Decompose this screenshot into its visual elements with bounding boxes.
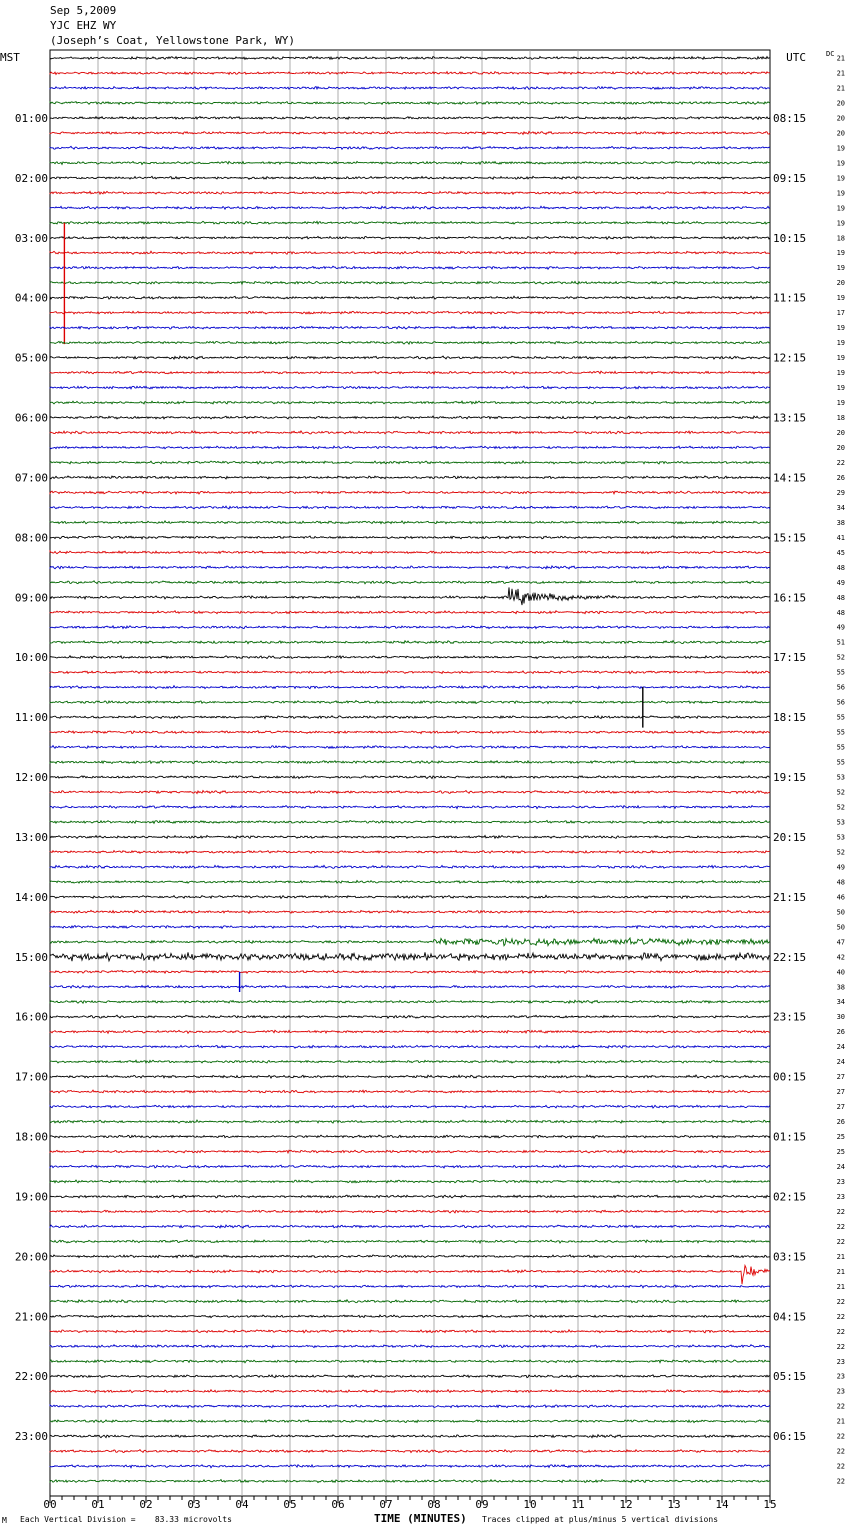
trace-68: [50, 1075, 770, 1078]
dc-value: 26: [836, 473, 845, 482]
x-tick-label: 05: [283, 1498, 297, 1511]
mst-hour-label: 22:00: [14, 1370, 48, 1384]
dc-value: 49: [836, 578, 845, 587]
trace-81: [50, 1265, 770, 1284]
dc-value: 24: [836, 1058, 845, 1067]
utc-hour-label: 18:15: [773, 711, 807, 725]
dc-value: 22: [836, 1342, 845, 1351]
trace-27: [50, 461, 770, 464]
dc-value: 19: [836, 384, 845, 393]
dc-value: 20: [836, 129, 845, 138]
utc-hour-label: 15:15: [773, 531, 807, 545]
utc-hour-label: 21:15: [773, 890, 807, 904]
trace-77: [50, 1210, 770, 1213]
trace-36: [50, 587, 770, 605]
trace-95: [50, 1480, 770, 1483]
dc-value: 20: [836, 429, 845, 437]
trace-4: [50, 117, 770, 120]
x-tick-label: 10: [523, 1498, 537, 1511]
dc-value: 19: [836, 324, 845, 333]
trace-38: [50, 626, 770, 629]
dc-value: 21: [836, 69, 845, 78]
trace-64: [50, 1015, 770, 1018]
trace-40: [50, 656, 770, 659]
dc-value: 56: [836, 698, 845, 707]
dc-value: 20: [836, 114, 845, 123]
dc-value: 50: [836, 923, 845, 932]
x-tick-label: 08: [427, 1498, 441, 1511]
trace-70: [50, 1105, 770, 1108]
trace-37: [50, 611, 770, 614]
trace-65: [50, 1030, 770, 1033]
trace-41: [50, 671, 770, 674]
mst-hour-label: 15:00: [14, 950, 48, 964]
dc-value: 55: [836, 758, 845, 767]
trace-87: [50, 1360, 770, 1363]
mst-hour-label: 14:00: [14, 890, 48, 904]
trace-20: [50, 356, 770, 359]
x-tick-label: 04: [235, 1498, 249, 1511]
dc-value: 27: [836, 1088, 845, 1097]
trace-15: [50, 281, 770, 284]
dc-value: 41: [836, 533, 845, 542]
trace-29: [50, 491, 770, 494]
dc-value: 24: [836, 1163, 845, 1172]
dc-value: 55: [836, 668, 845, 677]
trace-49: [50, 791, 770, 794]
dc-value: 18: [836, 414, 845, 423]
trace-12: [50, 236, 770, 239]
dc-value: 22: [836, 1447, 845, 1456]
dc-value: 55: [836, 713, 845, 722]
station-location: (Joseph’s Coat, Yellowstone Park, WY): [50, 34, 296, 47]
trace-93: [50, 1450, 770, 1453]
mst-hour-label: 01:00: [14, 111, 48, 125]
trace-8: [50, 176, 770, 179]
utc-hour-label: 11:15: [773, 291, 807, 305]
trace-24: [50, 416, 770, 419]
trace-33: [50, 551, 770, 554]
x-axis-title: TIME (MINUTES): [374, 1512, 467, 1525]
dc-value: 55: [836, 728, 845, 737]
dc-value: 40: [836, 968, 845, 977]
trace-52: [50, 835, 770, 838]
mst-hour-label: 09:00: [14, 591, 48, 605]
dc-value: 26: [836, 1028, 845, 1037]
trace-50: [50, 806, 770, 809]
x-tick-label: 01: [91, 1498, 105, 1511]
dc-value: 20: [836, 99, 845, 108]
dc-value: 22: [836, 1462, 845, 1471]
trace-9: [50, 191, 770, 194]
dc-value: 19: [836, 399, 845, 408]
dc-value: 30: [836, 1013, 845, 1022]
trace-62: [50, 985, 770, 988]
utc-hour-label: 03:15: [773, 1250, 807, 1264]
trace-58: [50, 926, 770, 929]
dc-value: 21: [836, 1417, 845, 1426]
trace-11: [50, 221, 770, 224]
utc-hour-label: 04:15: [773, 1310, 807, 1324]
dc-value: 53: [836, 818, 845, 827]
dc-value: 51: [836, 638, 845, 647]
x-tick-label: 11: [571, 1498, 585, 1511]
trace-35: [50, 581, 770, 584]
dc-value: 27: [836, 1103, 845, 1112]
trace-10: [50, 206, 770, 209]
trace-25: [50, 431, 770, 434]
dc-value: 20: [836, 443, 845, 452]
mst-hour-label: 10:00: [14, 651, 48, 665]
dc-value: 19: [836, 339, 845, 348]
dc-value: 22: [836, 1237, 845, 1246]
dc-value: 49: [836, 863, 845, 872]
dc-value: 52: [836, 848, 845, 857]
dc-value: 27: [836, 1073, 845, 1082]
dc-value: 19: [836, 219, 845, 228]
trace-16: [50, 296, 770, 299]
trace-92: [50, 1435, 770, 1438]
trace-54: [50, 865, 770, 868]
trace-94: [50, 1465, 770, 1468]
utc-hour-label: 16:15: [773, 591, 807, 605]
dc-value: 19: [836, 264, 845, 273]
dc-value: 19: [836, 204, 845, 213]
dc-value: 23: [836, 1387, 845, 1396]
trace-51: [50, 820, 770, 823]
dc-value: 49: [836, 623, 845, 632]
dc-value: 45: [836, 548, 845, 557]
dc-value: 22: [836, 458, 845, 467]
trace-60: [50, 952, 770, 961]
mst-hour-label: 23:00: [14, 1430, 48, 1444]
dc-value: 21: [836, 1252, 845, 1261]
trace-21: [50, 371, 770, 374]
trace-3: [50, 102, 770, 105]
trace-56: [50, 895, 770, 898]
dc-value: 34: [836, 998, 845, 1007]
dc-value: 38: [836, 518, 845, 527]
dc-value: 23: [836, 1178, 845, 1186]
mst-hour-label: 17:00: [14, 1070, 48, 1084]
mst-hour-label: 11:00: [14, 711, 48, 725]
trace-84: [50, 1315, 770, 1318]
mst-hour-label: 04:00: [14, 291, 48, 305]
dc-value: 21: [836, 84, 845, 93]
dc-value: 53: [836, 833, 845, 842]
dc-label: DC: [826, 50, 835, 58]
trace-14: [50, 266, 770, 269]
trace-63: [50, 1000, 770, 1003]
mst-hour-label: 12:00: [14, 771, 48, 785]
trace-45: [50, 731, 770, 734]
dc-value: 22: [836, 1477, 845, 1486]
mst-hour-label: 02:00: [14, 171, 48, 185]
trace-19: [50, 341, 770, 344]
trace-47: [50, 761, 770, 764]
dc-value: 22: [836, 1327, 845, 1336]
trace-43: [50, 701, 770, 704]
utc-label: UTC: [786, 51, 806, 64]
trace-0: [50, 56, 770, 59]
dc-value: 22: [836, 1402, 845, 1411]
trace-88: [50, 1375, 770, 1378]
trace-67: [50, 1060, 770, 1063]
trace-71: [50, 1120, 770, 1123]
dc-value: 25: [836, 1148, 845, 1157]
dc-value: 21: [836, 1267, 845, 1276]
dc-value: 52: [836, 788, 845, 797]
mst-hour-label: 08:00: [14, 531, 48, 545]
trace-31: [50, 521, 770, 524]
dc-value: 48: [836, 593, 845, 602]
trace-85: [50, 1330, 770, 1333]
trace-48: [50, 776, 770, 779]
mst-hour-label: 16:00: [14, 1010, 48, 1024]
trace-17: [50, 311, 770, 314]
dc-value: 19: [836, 354, 845, 363]
dc-value: 48: [836, 878, 845, 887]
mst-hour-label: 06:00: [14, 411, 48, 425]
dc-value: 26: [836, 1118, 845, 1127]
utc-hour-label: 05:15: [773, 1370, 807, 1384]
dc-value: 56: [836, 683, 845, 692]
x-tick-label: 02: [139, 1498, 153, 1511]
x-tick-label: 03: [187, 1498, 201, 1511]
trace-83: [50, 1300, 770, 1303]
dc-value: 17: [836, 309, 845, 318]
utc-hour-label: 01:15: [773, 1130, 807, 1144]
trace-34: [50, 566, 770, 569]
trace-39: [50, 641, 770, 644]
utc-hour-label: 23:15: [773, 1010, 807, 1024]
dc-value: 22: [836, 1312, 845, 1321]
x-tick-label: 15: [763, 1498, 777, 1511]
trace-66: [50, 1045, 770, 1048]
dc-value: 23: [836, 1372, 845, 1381]
utc-hour-label: 22:15: [773, 950, 807, 964]
dc-value: 34: [836, 503, 845, 512]
dc-value: 29: [836, 488, 845, 497]
utc-hour-label: 20:15: [773, 830, 807, 844]
mst-label: MST: [0, 51, 20, 64]
trace-7: [50, 161, 770, 164]
utc-hour-label: 14:15: [773, 471, 807, 485]
utc-hour-label: 06:15: [773, 1430, 807, 1444]
utc-hour-label: 08:15: [773, 111, 807, 125]
trace-72: [50, 1135, 770, 1138]
dc-value: 50: [836, 908, 845, 917]
trace-55: [50, 881, 770, 884]
dc-value: 23: [836, 1357, 845, 1366]
trace-75: [50, 1180, 770, 1183]
trace-53: [50, 851, 770, 854]
trace-30: [50, 506, 770, 509]
dc-value: 19: [836, 144, 845, 153]
scale-note: Each Vertical Division = 83.33 microvolts: [20, 1515, 232, 1524]
mst-hour-label: 20:00: [14, 1250, 48, 1264]
trace-6: [50, 146, 770, 149]
chart-date: Sep 5,2009: [50, 4, 117, 17]
trace-57: [50, 910, 770, 913]
utc-hour-label: 00:15: [773, 1070, 807, 1084]
dc-value: 19: [836, 159, 845, 168]
utc-hour-label: 17:15: [773, 651, 807, 665]
mst-hour-label: 19:00: [14, 1190, 48, 1204]
trace-76: [50, 1195, 770, 1198]
dc-value: 22: [836, 1222, 845, 1231]
trace-22: [50, 386, 770, 389]
trace-86: [50, 1345, 770, 1348]
trace-89: [50, 1390, 770, 1393]
dc-value: 22: [836, 1432, 845, 1441]
x-tick-label: 14: [715, 1498, 729, 1511]
trace-69: [50, 1090, 770, 1093]
x-tick-label: 00: [43, 1498, 57, 1511]
dc-value: 20: [836, 279, 845, 288]
trace-18: [50, 326, 770, 329]
mst-hour-label: 21:00: [14, 1310, 48, 1324]
trace-26: [50, 446, 770, 449]
trace-61: [50, 970, 770, 973]
trace-13: [50, 251, 770, 254]
mst-hour-label: 07:00: [14, 471, 48, 485]
dc-value: 48: [836, 563, 845, 572]
utc-hour-label: 02:15: [773, 1190, 807, 1204]
utc-hour-label: 12:15: [773, 351, 807, 365]
trace-91: [50, 1420, 770, 1423]
trace-74: [50, 1165, 770, 1168]
mst-hour-label: 18:00: [14, 1130, 48, 1144]
trace-2: [50, 87, 770, 90]
dc-value: 53: [836, 773, 845, 782]
dc-value: 52: [836, 653, 845, 662]
dc-value: 22: [836, 1297, 845, 1306]
x-tick-label: 09: [475, 1498, 489, 1511]
trace-73: [50, 1150, 770, 1153]
dc-value: 22: [836, 1207, 845, 1216]
clip-note: Traces clipped at plus/minus 5 vertical divisions: [482, 1515, 719, 1524]
dc-value: 47: [836, 938, 845, 947]
x-tick-label: 07: [379, 1498, 393, 1511]
dc-value: 19: [836, 174, 845, 183]
dc-value: 46: [836, 893, 845, 902]
dc-value: 48: [836, 608, 845, 617]
dc-value: 19: [836, 249, 845, 258]
dc-value: 23: [836, 1192, 845, 1201]
dc-value: 42: [836, 953, 845, 962]
trace-78: [50, 1225, 770, 1228]
dc-value: 55: [836, 743, 845, 752]
x-tick-label: 06: [331, 1498, 345, 1511]
mst-hour-label: 03:00: [14, 231, 48, 245]
x-tick-label: 12: [619, 1498, 633, 1511]
corner-mark: M: [2, 1516, 7, 1525]
trace-23: [50, 401, 770, 404]
trace-46: [50, 746, 770, 749]
trace-32: [50, 536, 770, 539]
dc-value: 19: [836, 189, 845, 198]
trace-5: [50, 131, 770, 134]
utc-hour-label: 09:15: [773, 171, 807, 185]
trace-80: [50, 1255, 770, 1258]
utc-hour-label: 10:15: [773, 231, 807, 245]
trace-28: [50, 476, 770, 479]
utc-hour-label: 19:15: [773, 771, 807, 785]
mst-hour-label: 13:00: [14, 830, 48, 844]
trace-82: [50, 1285, 770, 1288]
trace-90: [50, 1405, 770, 1408]
dc-value: 52: [836, 803, 845, 812]
dc-value: 24: [836, 1043, 845, 1052]
trace-1: [50, 72, 770, 75]
trace-79: [50, 1240, 770, 1243]
mst-hour-label: 05:00: [14, 351, 48, 365]
dc-value: 19: [836, 369, 845, 378]
dc-value: 19: [836, 294, 845, 303]
x-tick-label: 13: [667, 1498, 681, 1511]
dc-value: 21: [836, 1282, 845, 1291]
dc-value: 21: [836, 54, 845, 63]
dc-value: 38: [836, 983, 845, 992]
dc-value: 25: [836, 1133, 845, 1142]
station-code: YJC EHZ WY: [50, 19, 117, 32]
dc-value: 18: [836, 234, 845, 243]
trace-59: [50, 938, 770, 946]
utc-hour-label: 13:15: [773, 411, 807, 425]
trace-42: [50, 686, 770, 689]
trace-44: [50, 716, 770, 719]
